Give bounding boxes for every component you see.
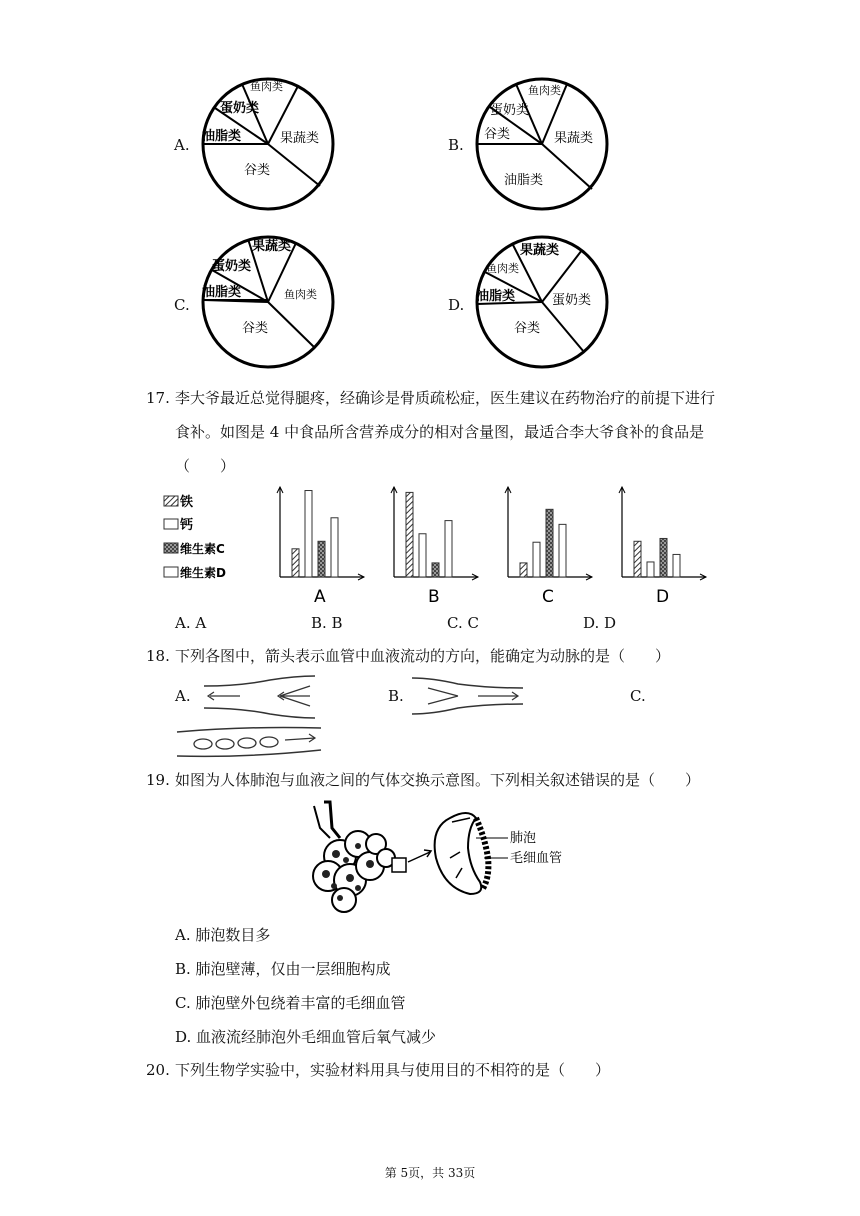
q17-text-line3: （ ）	[175, 457, 236, 475]
legend-swatch-iron	[164, 496, 178, 506]
bar-a-4	[331, 518, 338, 577]
pie-b-seg-4: 果蔬类	[554, 131, 594, 146]
legend-vitc: 维生素C	[180, 542, 225, 556]
bar-group-b	[391, 487, 478, 607]
legend-swatch-vitc	[164, 543, 178, 553]
chart-legend	[164, 494, 226, 580]
q19-option-a[interactable]: A. 肺泡数目多	[175, 926, 271, 944]
pie-chart-c	[198, 232, 338, 372]
pie-a-seg-1: 鱼肉类	[250, 80, 283, 93]
q19-option-b[interactable]: B. 肺泡壁薄，仅由一层细胞构成	[175, 960, 391, 978]
pie-c-seg-4: 鱼肉类	[284, 288, 317, 301]
pie-b-seg-2: 蛋奶类	[490, 103, 530, 118]
pie-chart-b	[472, 74, 612, 214]
bar-category-label-d: D	[656, 587, 670, 607]
pie-d-seg-2: 鱼肉类	[486, 262, 519, 275]
q17-text-line1: 李大爷最近总觉得腿疼，经确诊是骨质疏松症，医生建议在药物治疗的前提下进行	[175, 389, 716, 407]
q19-number: 19.	[146, 771, 170, 789]
pie-d-seg-5: 谷类	[514, 321, 541, 336]
pie-a-seg-5: 谷类	[244, 163, 271, 178]
vessel-diagram-b	[408, 672, 528, 720]
bar-category-label-c: C	[542, 587, 554, 607]
pie-d-seg-3: 油脂类	[476, 289, 516, 304]
label-capillary: 毛细血管	[510, 851, 563, 866]
q19-option-d[interactable]: D. 血液流经肺泡外毛细血管后氧气减少	[175, 1028, 437, 1046]
legend-swatch-calcium	[164, 519, 178, 529]
legend-iron: 铁	[180, 495, 194, 510]
q20-text: 下列生物学实验中，实验材料用具与使用目的不相符的是（ ）	[175, 1061, 611, 1079]
pie-c-seg-2: 蛋奶类	[212, 259, 252, 274]
q20-number: 20.	[146, 1061, 170, 1079]
pie-a-seg-3: 油脂类	[202, 129, 242, 144]
q18-option-b-label[interactable]: B.	[388, 687, 404, 705]
pie-chart-d	[472, 232, 612, 372]
pie-d-label: D.	[448, 296, 465, 314]
q18-option-a-label[interactable]: A.	[175, 687, 191, 705]
bar-a-1	[292, 549, 299, 577]
bar-d-1	[634, 541, 641, 577]
bar-d-4	[673, 554, 680, 577]
bar-c-4	[559, 524, 566, 577]
pie-d-seg-4: 蛋奶类	[552, 293, 592, 308]
legend-vitd: 维生素D	[180, 566, 226, 580]
q19-option-c[interactable]: C. 肺泡壁外包绕着丰富的毛细血管	[175, 994, 406, 1012]
pie-b-label: B.	[448, 136, 464, 154]
bar-c-1	[520, 563, 527, 577]
bar-d-2	[647, 562, 654, 577]
q17-option-c[interactable]: C. C	[447, 614, 479, 632]
vessel-diagram-a	[200, 672, 320, 720]
pie-c-seg-1: 果蔬类	[252, 239, 292, 254]
pie-c-label: C.	[174, 296, 190, 314]
nutrient-bar-chart	[160, 482, 720, 612]
q17-option-d[interactable]: D. D	[583, 614, 617, 632]
q18-number: 18.	[146, 647, 170, 665]
pie-c-seg-5: 谷类	[242, 321, 269, 336]
bar-a-3	[318, 541, 325, 577]
bar-b-2	[419, 534, 426, 577]
q18-text: 下列各图中，箭头表示血管中血液流动的方向，能确定为动脉的是（ ）	[175, 647, 671, 665]
bar-c-2	[533, 542, 540, 577]
bar-group-d	[619, 487, 706, 607]
alveoli-diagram	[300, 798, 570, 916]
pie-a-seg-4: 果蔬类	[280, 131, 320, 146]
pie-b-seg-1: 鱼肉类	[528, 84, 561, 97]
legend-swatch-vitd	[164, 567, 178, 577]
pie-a-seg-2: 蛋奶类	[220, 101, 260, 116]
legend-calcium: 钙	[180, 518, 194, 533]
page-footer: 第 5页，共 33页	[384, 1166, 476, 1180]
pie-chart-a	[198, 74, 338, 214]
bar-b-1	[406, 492, 413, 577]
bar-c-3	[546, 509, 553, 577]
label-alveolus: 肺泡	[510, 831, 537, 846]
q17-option-a[interactable]: A. A	[175, 614, 207, 632]
bar-category-label-a: A	[314, 587, 326, 607]
bar-group-a	[277, 487, 364, 607]
pie-b-seg-5: 油脂类	[504, 173, 544, 188]
bar-category-label-b: B	[428, 587, 440, 607]
vessel-diagram-c	[175, 724, 325, 760]
pie-d-seg-1: 果蔬类	[520, 243, 560, 258]
pie-c-seg-3: 油脂类	[202, 285, 242, 300]
bar-d-3	[660, 538, 667, 577]
q17-text-line2: 食补。如图是 4 中食品所含营养成分的相对含量图，最适合李大爷食补的食品是	[175, 423, 705, 441]
bar-group-c	[505, 487, 592, 607]
bar-b-3	[432, 563, 439, 577]
pie-a-label: A.	[174, 136, 190, 154]
bar-a-2	[305, 491, 312, 577]
q17-option-b[interactable]: B. B	[311, 614, 343, 632]
q17-number: 17.	[146, 389, 170, 407]
bar-b-4	[445, 521, 452, 577]
pie-b-seg-3: 谷类	[484, 127, 511, 142]
q19-text: 如图为人体肺泡与血液之间的气体交换示意图。下列相关叙述错误的是（ ）	[175, 771, 701, 789]
q18-option-c-label[interactable]: C.	[630, 687, 646, 705]
